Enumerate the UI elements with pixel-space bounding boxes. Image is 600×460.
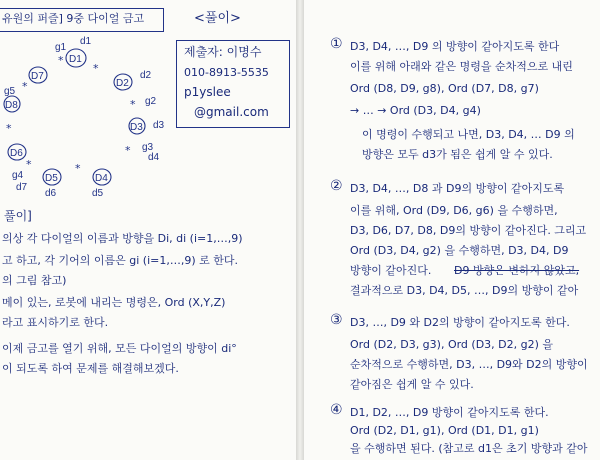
- step-number: ③: [330, 312, 343, 328]
- step-line: 순차적으로 수행하면, D3, …, D9와 D2의 방향이: [350, 358, 588, 371]
- step-line: D3, D4, …, D8 과 D9의 방향이 같아지도록: [350, 182, 565, 195]
- gear-star-icons: [6, 54, 136, 175]
- notebook-spine: [296, 0, 304, 460]
- step-number: ④: [330, 402, 343, 418]
- step-line: 방향은 모두 d3가 됨은 쉽게 알 수 있다.: [362, 148, 553, 161]
- gear-label: g2: [145, 96, 157, 107]
- step-line: D1, D2, …, D9 방향이 같아지도록 한다.: [350, 406, 549, 419]
- step-line: Ord (D2, D3, g3), Ord (D3, D2, g2) 을: [350, 338, 554, 351]
- left-notebook-page: [0, 0, 296, 460]
- step-line: D3, …, D9 와 D2의 방향이 같아지도록 한다.: [350, 316, 570, 329]
- body-line: 의 그림 참고): [2, 274, 67, 287]
- dial-label: D5: [45, 173, 58, 184]
- solution-tag: <풀이>: [194, 11, 241, 26]
- step-line: D3, D4, …, D9 의 방향이 같아지도록 한다: [350, 40, 560, 53]
- step-line: 이 명령이 수행되고 나면, D3, D4, … D9 의: [362, 128, 575, 141]
- small-label: d1: [80, 36, 92, 47]
- body-line: 이제 금고를 열기 위해, 모든 다이얼의 방향이 di°: [2, 342, 237, 355]
- gear-label: g4: [12, 170, 24, 181]
- dial-label: D2: [116, 78, 129, 89]
- dial-diagram: [0, 0, 296, 460]
- small-label: d3: [153, 120, 165, 131]
- step-line: 이를 위해, Ord (D9, D6, g6) 을 수행하면,: [350, 204, 558, 217]
- author-phone: 010-8913-5535: [184, 66, 269, 79]
- svg-text:*: *: [93, 62, 99, 75]
- step-line-struck: D9 방향은 변하지 않았고,: [454, 264, 580, 277]
- svg-text:*: *: [125, 144, 131, 157]
- gear-label: g3: [142, 142, 154, 153]
- author-name: 제출자: 이명수: [184, 45, 262, 59]
- dial-label: D6: [10, 148, 23, 159]
- small-label: d2: [140, 70, 152, 81]
- step-number: ②: [330, 178, 343, 194]
- svg-text:*: *: [58, 54, 64, 67]
- svg-text:*: *: [75, 162, 81, 175]
- step-line: Ord (D3, D4, g2) 을 수행하면, D3, D4, D9: [350, 244, 569, 257]
- gear-label: g5: [4, 86, 16, 97]
- body-line: 의상 각 다이얼의 이름과 방향을 Di, di (i=1,…,9): [2, 232, 243, 245]
- step-line: D3, D6, D7, D8, D9의 방향이 같아진다. 그리고: [350, 224, 587, 237]
- dial-label: D7: [31, 71, 44, 82]
- body-line: 메이 있는, 로봇에 내리는 명령은, Ord (X,Y,Z): [2, 296, 226, 309]
- small-label: d4: [148, 152, 160, 163]
- step-number: ①: [330, 36, 343, 52]
- step-line: 이를 위해 아래와 같은 명령을 순차적으로 내린: [350, 60, 573, 73]
- author-email-user: p1yslee: [184, 85, 231, 99]
- body-line: 고 하고, 각 기어의 이름은 gi (i=1,…,9) 로 한다.: [2, 254, 238, 267]
- body-line: 라고 표시하기로 한다.: [2, 316, 109, 329]
- svg-text:*: *: [6, 122, 12, 135]
- dial-label: D3: [130, 122, 143, 133]
- step-line: 방향이 같아진다.: [350, 264, 432, 277]
- gear-label: g1: [55, 42, 67, 53]
- svg-text:*: *: [130, 98, 136, 111]
- page-title: 유원의 퍼즐] 9중 다이얼 금고: [2, 12, 145, 25]
- step-line: 결과적으로 D3, D4, D5, …, D9의 방향이 같아: [350, 284, 579, 297]
- small-label: d7: [16, 182, 28, 193]
- step-line: Ord (D2, D1, g1), Ord (D1, D1, g1): [350, 424, 539, 437]
- svg-text:*: *: [22, 80, 28, 93]
- step-line: Ord (D8, D9, g8), Ord (D7, D8, g7): [350, 82, 539, 95]
- author-email-domain: @gmail.com: [194, 105, 269, 119]
- section-head: 풀이]: [4, 209, 32, 223]
- svg-text:*: *: [26, 158, 32, 171]
- step-line: 을 수행하면 된다. (참고로 d1은 초기 방향과 같아: [350, 442, 588, 455]
- step-line: → … → Ord (D3, D4, g4): [350, 104, 481, 117]
- dial-label: D1: [69, 54, 82, 65]
- dial-label: D4: [95, 173, 108, 184]
- small-label: d6: [45, 188, 57, 199]
- step-line: 같아짐은 쉽게 알 수 있다.: [350, 378, 474, 391]
- dial-label: D8: [5, 100, 18, 111]
- body-line: 이 되도록 하여 문제를 해결해보겠다.: [2, 362, 179, 375]
- right-notebook-page: [304, 0, 600, 460]
- small-label: d5: [92, 188, 104, 199]
